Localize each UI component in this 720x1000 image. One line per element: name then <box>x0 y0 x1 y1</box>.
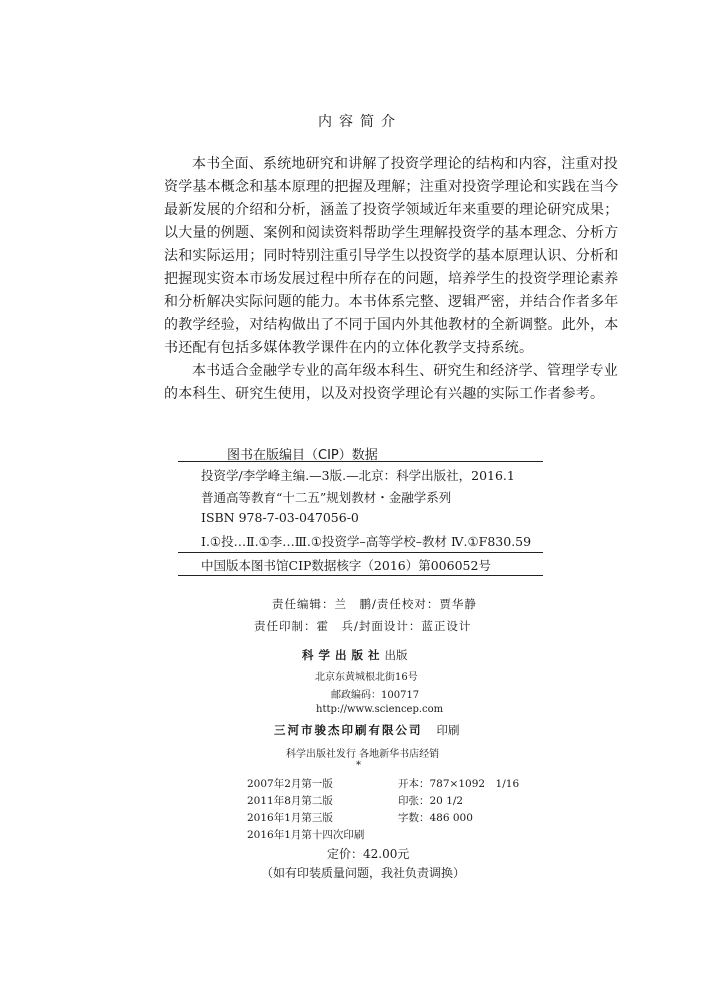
summary-line: 资学基本概念和基本原理的把握及理解；注重对投资学理论和实践在当今 <box>164 179 619 195</box>
summary-line: 的教学经验，对结构做出了不同于国内外其他教材的全新调整。此外，本 <box>164 317 619 333</box>
star-mark: * <box>356 760 361 771</box>
cip-middle-rule <box>178 552 543 553</box>
printer-name: 三河市骏杰印刷有限公司 <box>274 723 423 737</box>
summary-title: 内容简介 <box>318 114 402 130</box>
summary-line: 法和实际运用；同时特别注重引导学生以投资学的基本原理认识、分析和 <box>164 248 619 264</box>
summary-line: 以大量的例题、案例和阅读资料帮助学生理解投资学的基本理念、分析方 <box>164 225 619 241</box>
quality-note: （如有印装质量问题，我社负责调换） <box>261 866 466 880</box>
summary-line: 本书全面、系统地研究和讲解了投资学理论的结构和内容，注重对投 <box>192 156 618 172</box>
edition-left: 2016年1月第三版 <box>247 812 333 824</box>
publisher-url: http://www.sciencep.com <box>316 704 444 715</box>
summary-line: 把握现实资本市场发展过程中所存在的问题，培养学生的投资学理论素养 <box>164 271 619 287</box>
publisher-line <box>302 647 408 663</box>
editor-line: 责任编辑：兰 鹏/责任校对：贾华静 <box>272 597 477 611</box>
cip-bottom-rule <box>178 575 543 576</box>
summary-line: 本书适合金融学专业的高年级本科生、研究生和经济学、管理学专业 <box>192 363 618 379</box>
cip-line: 投资学/李学峰主编.—3版.—北京：科学出版社，2016.1 <box>201 468 515 483</box>
summary-line: 和分析解决实际问题的能力。本书体系完整、逻辑严密，并结合作者多年 <box>164 294 619 310</box>
publisher-suffix: 出版 <box>384 648 408 662</box>
cip-line: 普通高等教育“十二五”规划教材・金融学系列 <box>201 490 452 505</box>
edition-left: 2007年2月第一版 <box>247 778 333 790</box>
publisher-postcode: 邮政编码：100717 <box>331 690 420 701</box>
publisher-name: 科学出版社 <box>302 648 385 662</box>
cip-line: ISBN 978-7-03-047056-0 <box>201 510 359 525</box>
printer-line <box>274 722 460 738</box>
edition-right: 字数：486 000 <box>398 812 473 824</box>
summary-line: 的本科生、研究生使用，以及对投资学理论有兴趣的实际工作者参考。 <box>164 386 605 402</box>
distribution-line: 科学出版社发行 各地新华书店经销 <box>286 749 440 760</box>
edition-right: 开本：787×1092 1/16 <box>398 778 520 790</box>
edition-left: 2016年1月第十四次印刷 <box>247 829 365 841</box>
print-design-line: 责任印制：霍 兵/封面设计：蓝正设计 <box>254 619 472 633</box>
summary-line: 最新发展的介绍和分析，涵盖了投资学领域近年来重要的理论研究成果； <box>164 202 619 218</box>
cip-heading: 图书在版编目（CIP）数据 <box>227 448 378 463</box>
summary-line: 书还配有包括多媒体教学课件在内的立体化教学支持系统。 <box>164 340 534 356</box>
edition-left: 2011年8月第二版 <box>247 795 333 807</box>
cip-line: Ⅰ.①投…Ⅱ.①李…Ⅲ.①投资学–高等学校–教材 Ⅳ.①F830.59 <box>201 534 532 549</box>
edition-right: 印张：20 1/2 <box>398 795 464 807</box>
cip-number: 中国版本图书馆CIP数据核字（2016）第006052号 <box>201 558 491 573</box>
printer-suffix: 印刷 <box>436 723 460 737</box>
publisher-address: 北京东黄城根北街16号 <box>315 672 418 683</box>
cip-top-rule <box>178 461 543 462</box>
price: 定价：42.00元 <box>327 847 410 861</box>
